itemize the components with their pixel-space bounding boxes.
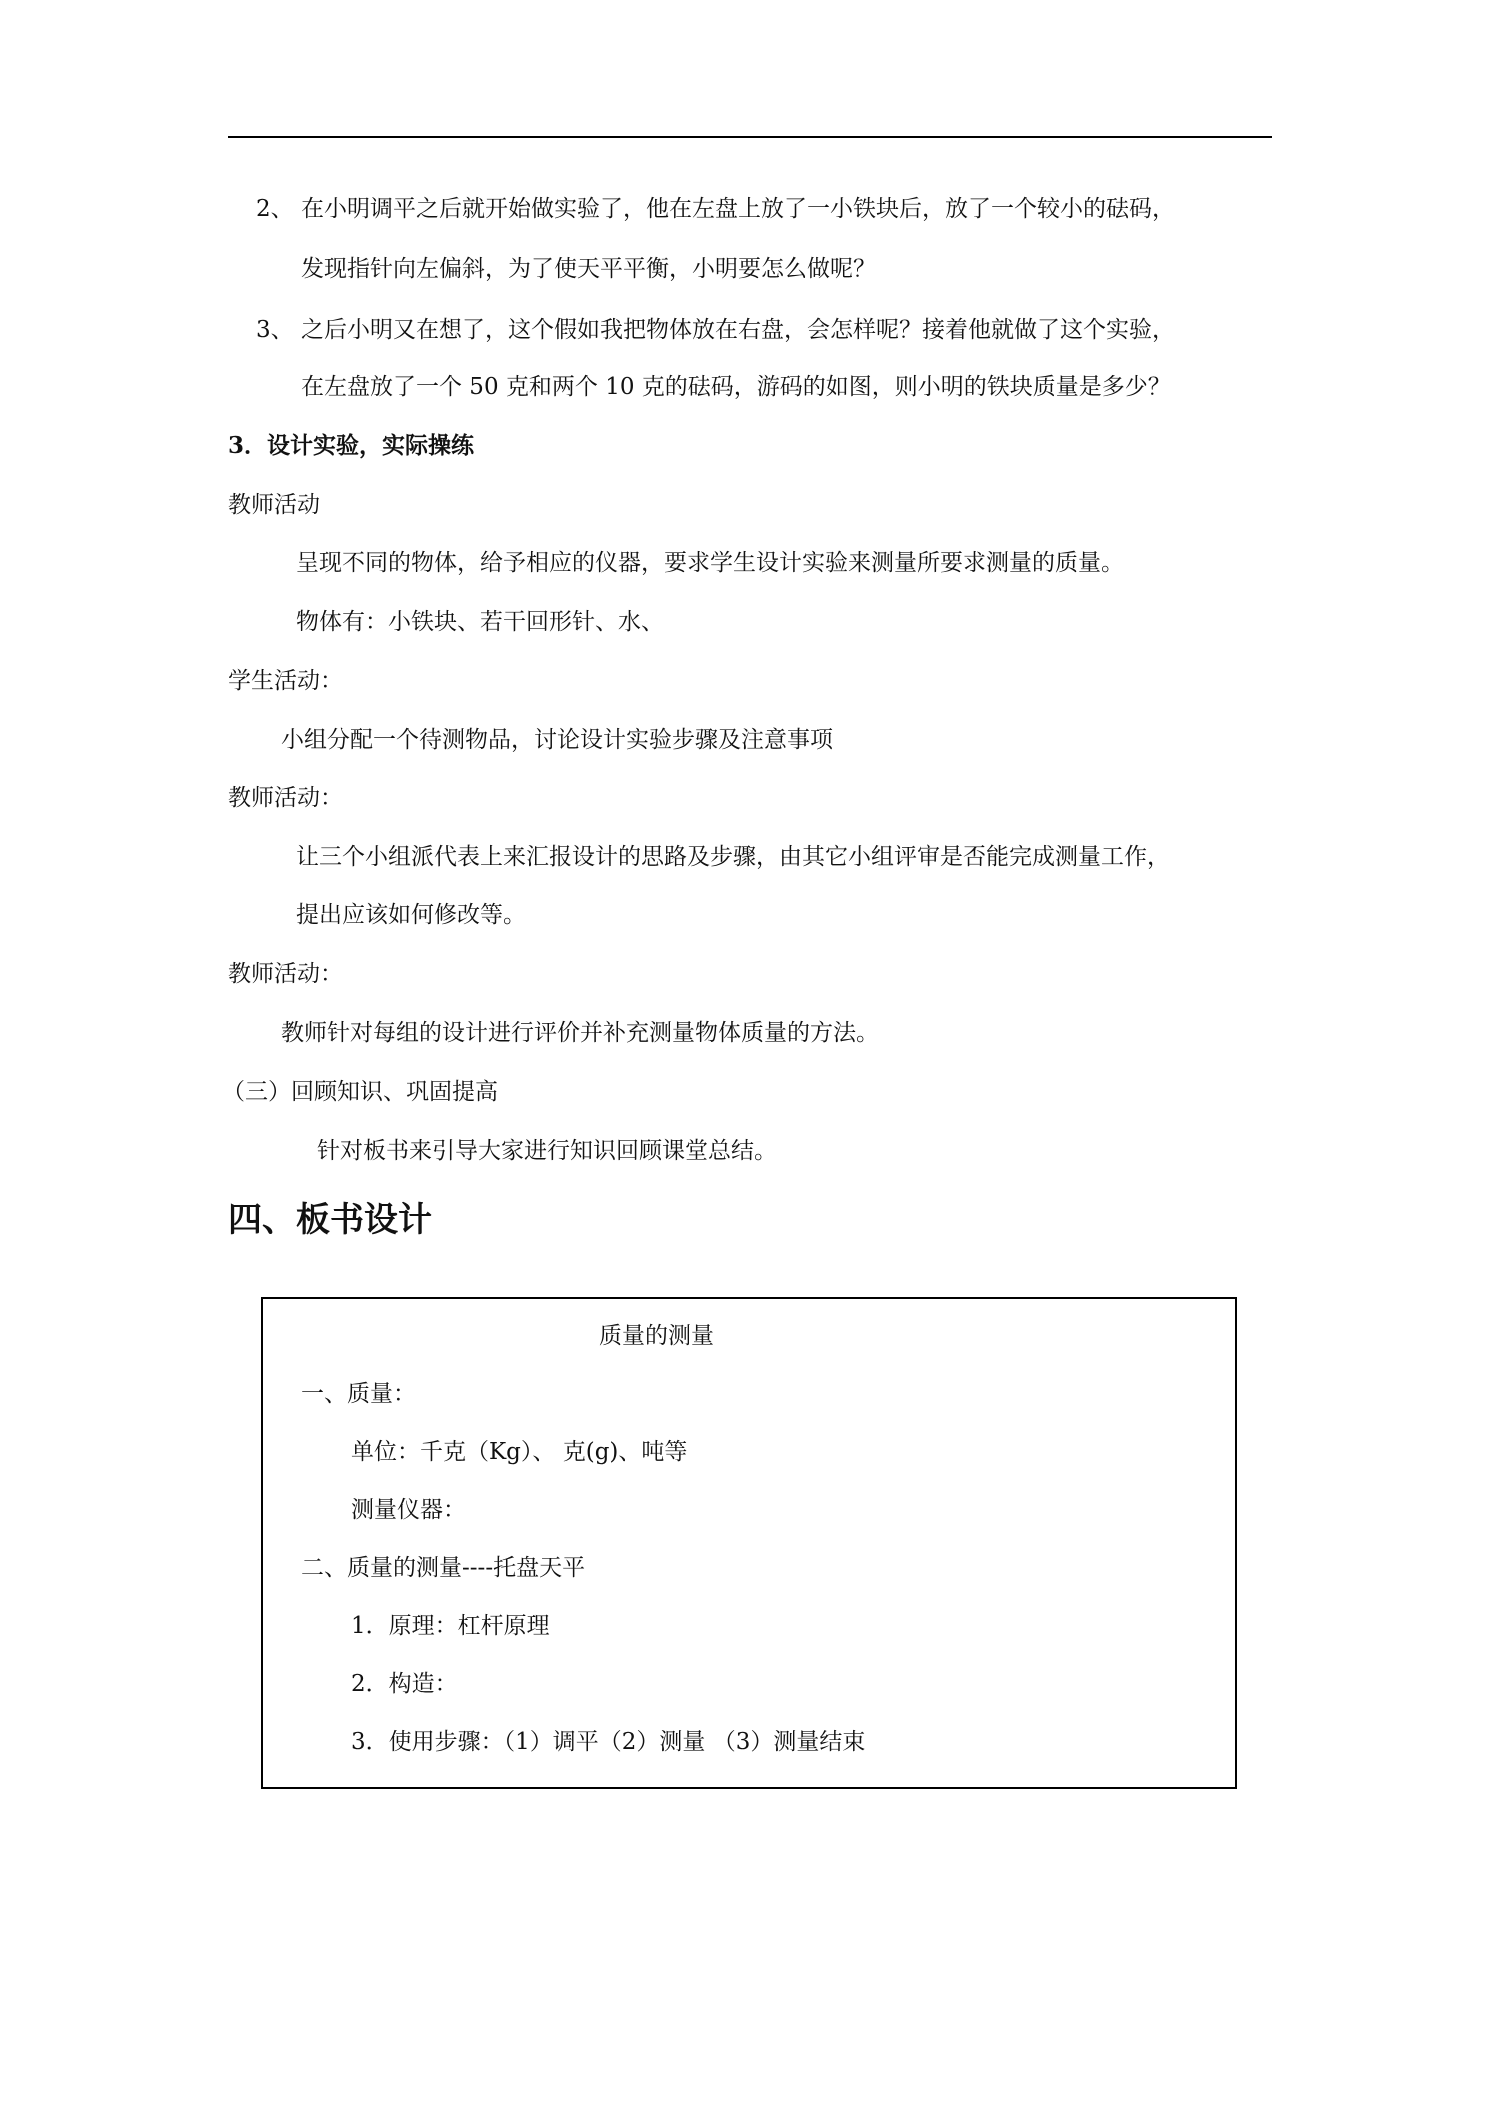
board-title: 质量的测量 [599, 1323, 714, 1349]
question-3-line-2: 在左盘放了一个 50 克和两个 10 克的砝码，游码的如图，则小明的铁块质量是多少？ [301, 374, 1171, 400]
teacher-activity-label-1: 教师活动 [228, 492, 320, 518]
student-activity-line-1: 小组分配一个待测物品，讨论设计实验步骤及注意事项 [281, 727, 833, 753]
review-title: （三）回顾知识、巩固提高 [222, 1079, 498, 1105]
question-2-line-1: 在小明调平之后就开始做实验了，他在左盘上放了一小铁块后，放了一个较小的砝码， [301, 196, 1175, 222]
board-line-steps: 3．使用步骤：（1）调平（2）测量 （3）测量结束 [351, 1729, 866, 1755]
board-line-units: 单位：千克（Kg）、 克(g)、吨等 [351, 1439, 688, 1465]
teacher-activity-2-line-1: 让三个小组派代表上来汇报设计的思路及步骤，由其它小组评审是否能完成测量工作， [296, 844, 1170, 870]
review-line-1: 针对板书来引导大家进行知识回顾课堂总结。 [317, 1138, 777, 1164]
board-line-mass: 一、质量： [301, 1381, 416, 1407]
board-line-principle: 1．原理：杠杆原理 [351, 1613, 550, 1639]
question-3-number: 3、 [256, 317, 294, 343]
question-3-line-1: 之后小明又在想了，这个假如我把物体放在右盘，会怎样呢？接着他就做了这个实验， [301, 317, 1175, 343]
header-rule [228, 136, 1272, 138]
student-activity-label: 学生活动： [228, 668, 343, 694]
question-2-number: 2、 [256, 196, 294, 222]
board-design-box [261, 1297, 1237, 1789]
teacher-activity-label-3: 教师活动： [228, 961, 343, 987]
teacher-activity-2-line-2: 提出应该如何修改等。 [296, 902, 526, 928]
teacher-activity-1-line-2: 物体有：小铁块、若干回形针、水、 [296, 609, 664, 635]
board-line-instruments: 测量仪器： [351, 1497, 466, 1523]
board-design-heading: 四、板书设计 [228, 1200, 432, 1240]
board-line-measurement: 二、质量的测量----托盘天平 [301, 1555, 586, 1581]
question-2-line-2: 发现指针向左偏斜，为了使天平平衡，小明要怎么做呢？ [301, 256, 876, 282]
teacher-activity-label-2: 教师活动： [228, 785, 343, 811]
board-line-structure: 2．构造： [351, 1671, 458, 1697]
teacher-activity-3-line-1: 教师针对每组的设计进行评价并补充测量物体质量的方法。 [281, 1020, 879, 1046]
section-3-title: 3．设计实验，实际操练 [228, 432, 475, 459]
teacher-activity-1-line-1: 呈现不同的物体，给予相应的仪器，要求学生设计实验来测量所要求测量的质量。 [296, 550, 1124, 576]
